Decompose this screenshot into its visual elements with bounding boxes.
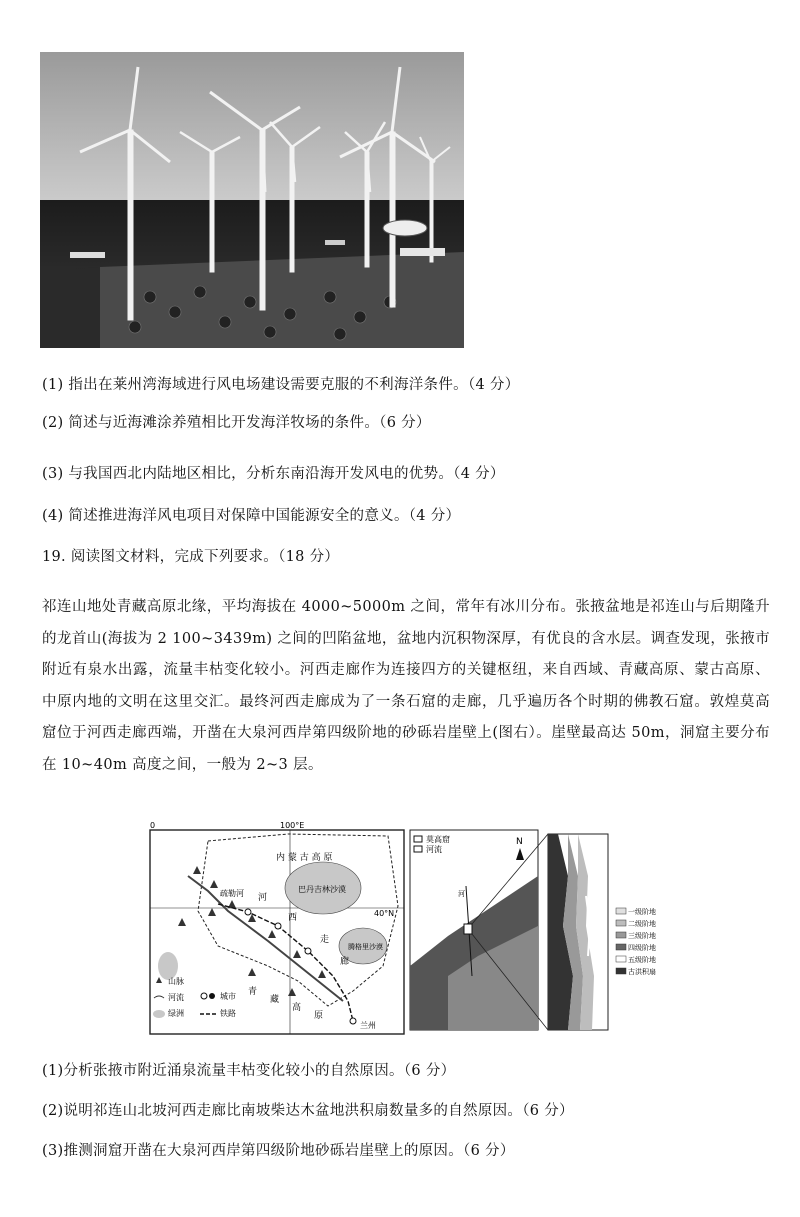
legend-mountain: 山脉 <box>168 977 184 986</box>
hexi-corridor-map-figure <box>148 816 660 1036</box>
map-corridor-c: 走 <box>320 935 330 945</box>
map-qinghai-d: 原 <box>314 1011 324 1021</box>
question-19-2: (2)说明祁连山北坡河西走廊比南坡柴达木盆地洪积扇数量多的自然原因。（6 分） <box>42 1103 574 1119</box>
map-lat-label: 40°N <box>374 909 395 918</box>
question-18-1: (1) 指出在莱州湾海域进行风电场建设需要克服的不利海洋条件。（4 分） <box>42 377 520 393</box>
map-corridor-a: 河 <box>258 893 268 903</box>
question-19-1: (1)分析张掖市附近涌泉流量丰枯变化较小的自然原因。（6 分） <box>42 1063 456 1079</box>
legend-river: 河流 <box>168 993 184 1002</box>
question-19-header: 19. 阅读图文材料，完成下列要求。（18 分） <box>42 549 340 565</box>
terrace-6: 古洪积扇 <box>628 968 656 976</box>
terrace-4: 四级阶地 <box>628 944 656 952</box>
question-18-2: (2) 简述与近海滩涂养殖相比开发海洋牧场的条件。（6 分） <box>42 415 431 431</box>
map-qinghai-a: 青 <box>248 987 258 997</box>
map-meridian: 100°E <box>280 821 305 830</box>
question-18-4: (4) 简述推进海洋风电项目对保障中国能源安全的意义。（4 分） <box>42 508 461 524</box>
wind-farm-photo <box>40 52 464 348</box>
question-18-3: (3) 与我国西北内陆地区相比，分析东南沿海开发风电的优势。（4 分） <box>42 466 505 482</box>
map-he-label: 河 <box>458 890 465 898</box>
terrace-1: 一级阶地 <box>628 908 656 916</box>
map-plateau-label: 内 蒙 古 高 原 <box>276 853 333 863</box>
map-origin: 0 <box>150 821 156 830</box>
question-19-material: 祁连山地处青藏高原北缘，平均海拔在 4000~5000m 之间，常年有冰川分布。张掖盆地是祁连山与后期隆升的龙首山(海拔为 2 100~3439m) 之间的凹陷盆地，盆地内沉积物深厚，有优良的含水层。调查发现，张掖市附近有泉水出露，流量丰枯变化较小。河西走廊作为连接四方的关键枢纽，来自西域、青藏高原、蒙古高原、中原内地的文明在这里交汇。最终河西走廊成为了一条石窟的走廊，几乎遍历各个时期的佛教石窟。敦煌莫高窟位于河西走廊西端，开凿在大泉河西岸第四级阶地的砂砾岩崖壁上(图右）。崖壁最高达 50m，洞窟主要分布在 10~40m 高度之间，一般为 2~3 层。 <box>42 599 770 773</box>
map-corridor-b: 西 <box>288 913 298 923</box>
terrace-3: 三级阶地 <box>628 932 656 940</box>
map-river-label: 疏勒河 <box>220 889 244 898</box>
map-qinghai-c: 高 <box>292 1003 302 1013</box>
terrace-5: 五级阶地 <box>628 956 656 964</box>
map-desert2-label: 腾格里沙漠 <box>348 943 383 951</box>
map-corridor-d: 廊 <box>340 957 350 967</box>
terrace-2: 二级阶地 <box>628 920 656 928</box>
map-desert1-label: 巴丹吉林沙漠 <box>298 885 346 894</box>
legend-mogao: 莫高窟 <box>426 835 450 844</box>
map-city-label: 兰州 <box>360 1021 376 1030</box>
legend-rail: 铁路 <box>220 1009 236 1018</box>
north-label: N <box>516 837 523 847</box>
legend-city: 城市 <box>220 992 236 1001</box>
map-qinghai-b: 藏 <box>270 995 280 1005</box>
legend-stream: 河流 <box>426 845 442 854</box>
legend-oasis: 绿洲 <box>168 1009 184 1018</box>
question-19-3: (3)推测洞窟开凿在大泉河西岸第四级阶地砂砾岩崖壁上的原因。（6 分） <box>42 1143 515 1159</box>
